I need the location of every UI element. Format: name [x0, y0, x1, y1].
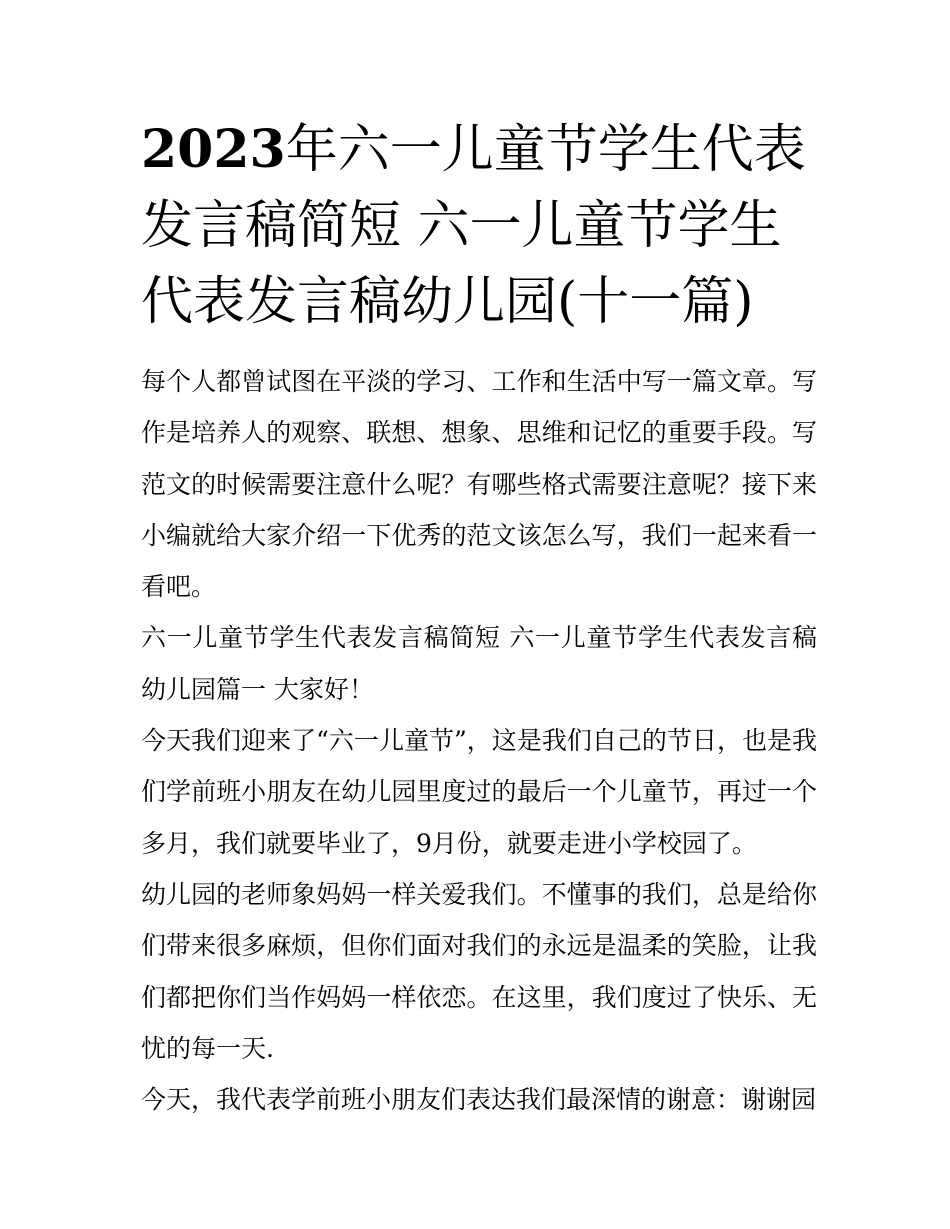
document-body — [141, 356, 817, 1125]
intro-paragraph: 每个人都曾试图在平淡的学习、工作和生活中写一篇文章。写作是培养人的观察、联想、想象、思维和记忆的重要手段。写范文的时候需要注意什么呢？有哪些格式需要注意呢？接下来小编就给大家介绍一下优秀的范文该怎么写，我们一起来看一看吧。 — [141, 367, 817, 602]
body-paragraph: 今天我们迎来了“六一儿童节”，这是我们自己的节日，也是我们学前班小朋友在幼儿园里度过的最后一个儿童节，再过一个多月，我们就要毕业了，9月份，就要走进小学校园了。 — [141, 726, 817, 858]
body-paragraph: 今天，我代表学前班小朋友们表达我们最深情的谢意：谢谢园 — [141, 1085, 817, 1115]
body-paragraph: 幼儿园的老师象妈妈一样关爱我们。不懂事的我们，总是给你们带来很多麻烦，但你们面对我们的永远是温柔的笑脸，让我们都把你们当作妈妈一样依恋。在这里，我们度过了快乐、无忧的每一天. — [141, 879, 817, 1063]
document-title — [141, 112, 821, 340]
section-heading-paragraph: 六一儿童节学生代表发言稿简短 六一儿童节学生代表发言稿幼儿园篇一 大家好！ — [141, 623, 817, 704]
title-year: 2023 — [141, 119, 286, 180]
title-text: 年六一儿童节学生代表发言稿简短 六一儿童节学生代表发言稿幼儿园(十一篇) — [141, 120, 806, 332]
